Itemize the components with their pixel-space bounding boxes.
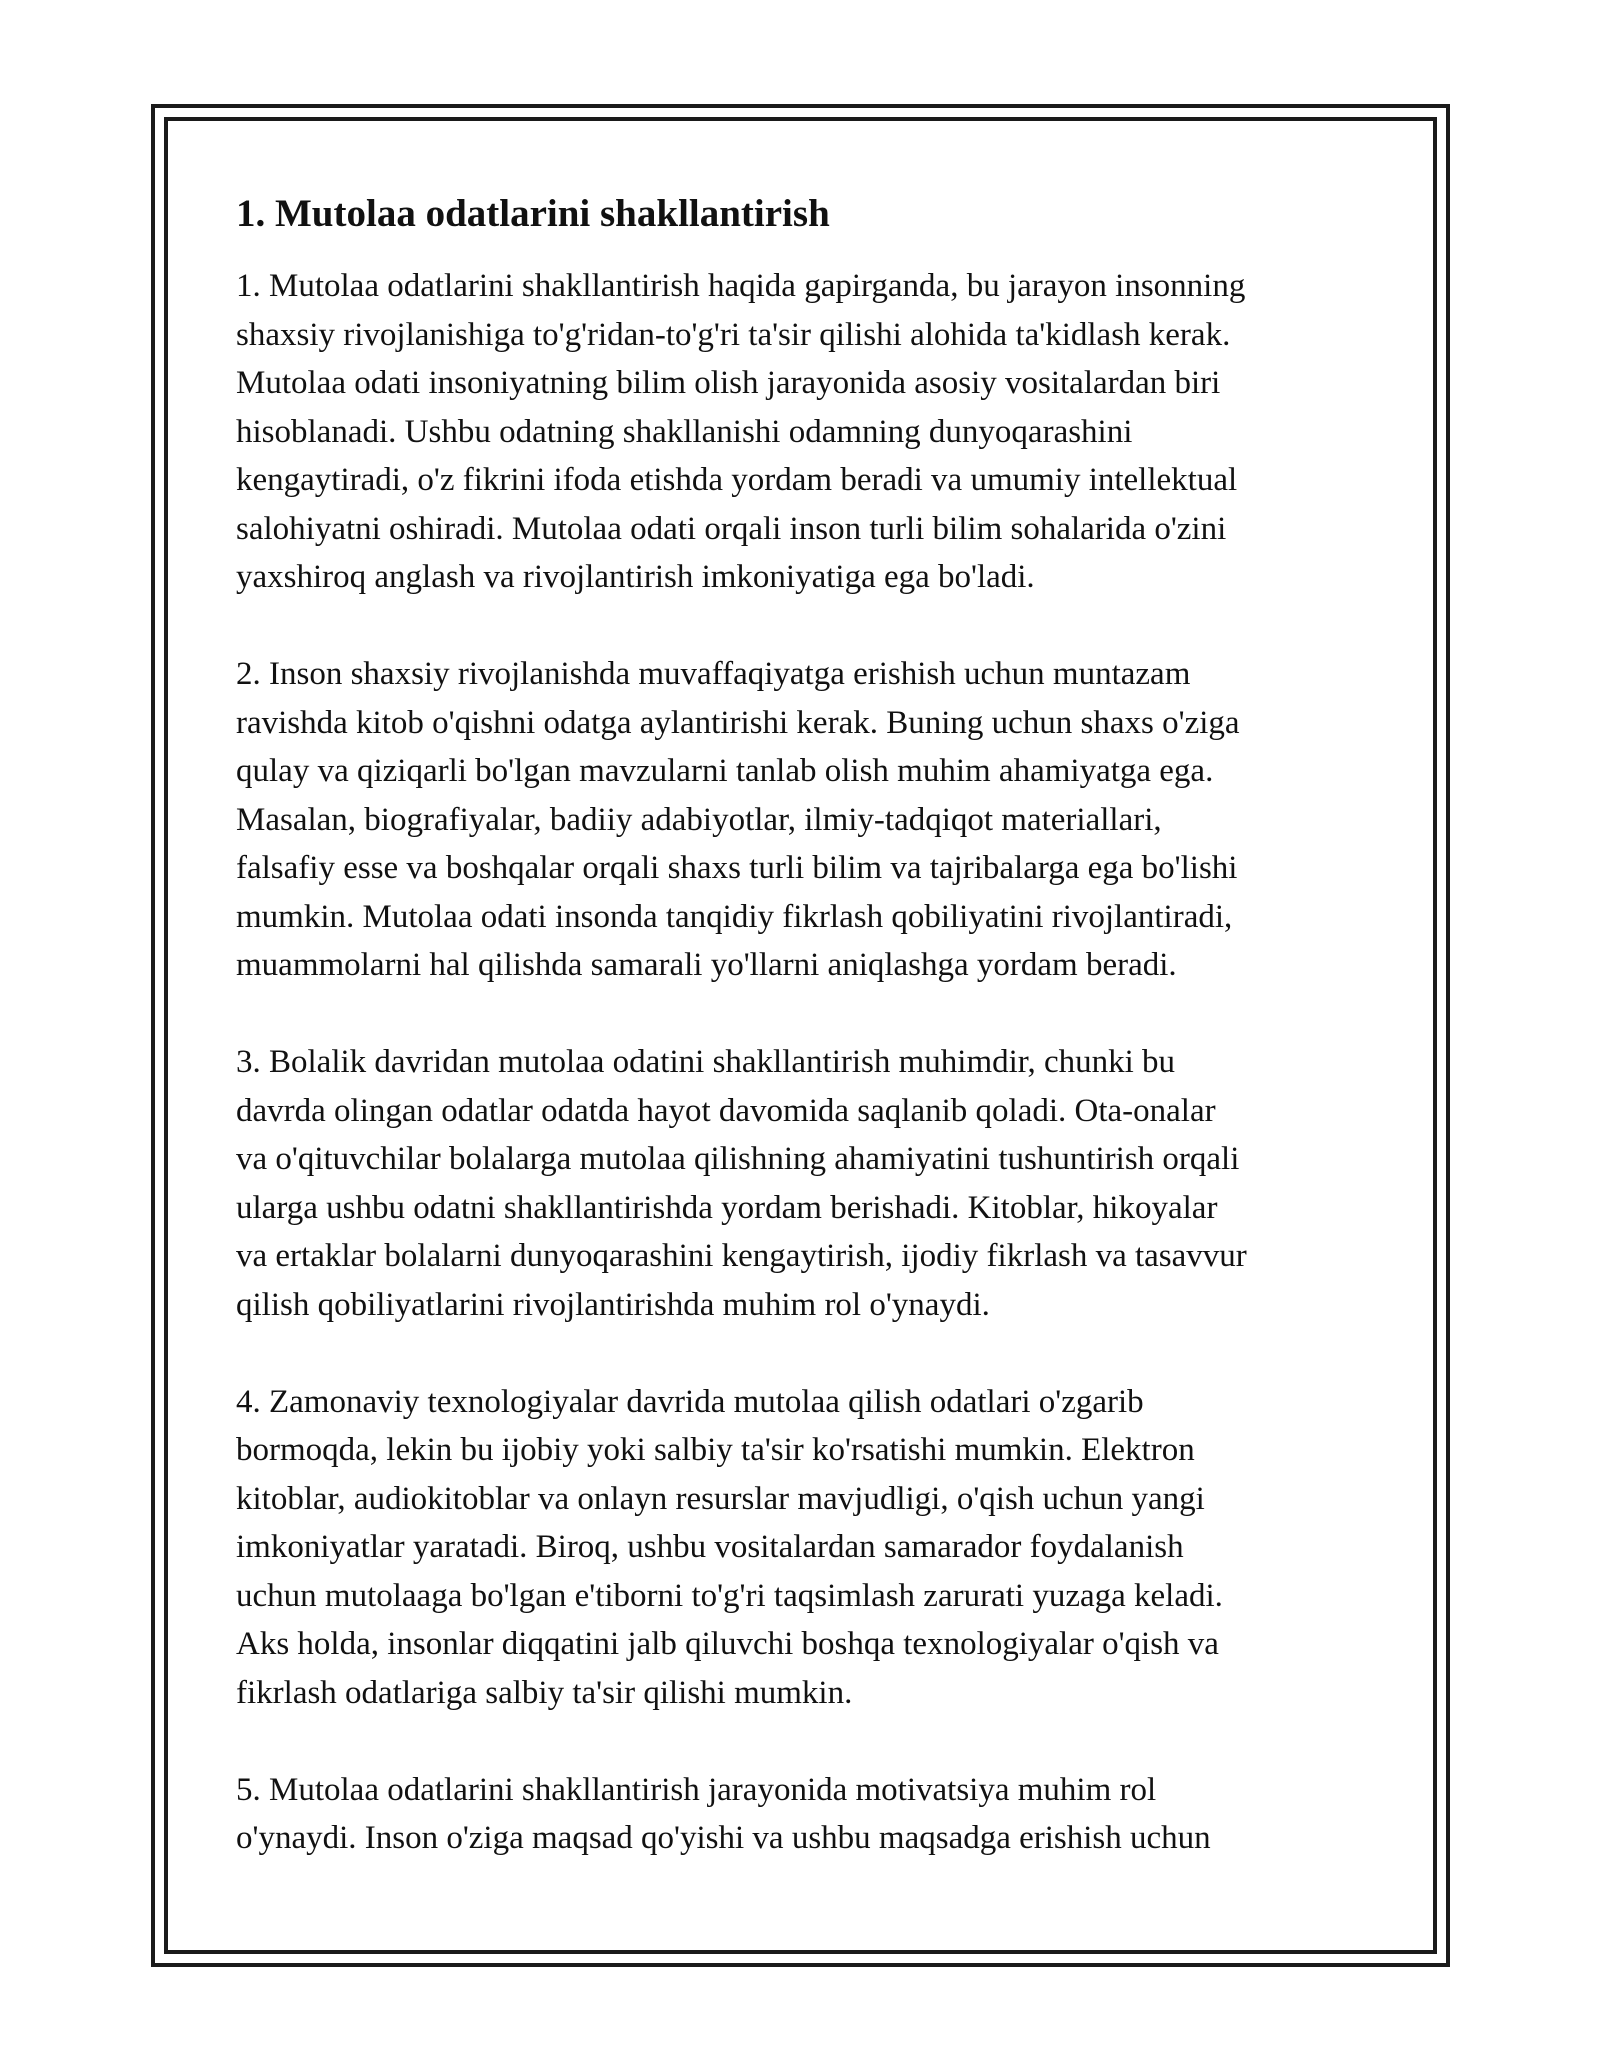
text-line: Masalan, biografiyalar, badiiy adabiyotlar, ilmiy-tadqiqot materiallari, <box>236 801 1162 838</box>
text-line: va ertaklar bolalarni dunyoqarashini kengaytirish, ijodiy fikrlash va tasavvur <box>236 1238 1247 1274</box>
text-line: 5. Mutolaa odatlarini shakllantirish jarayonida motivatsiya muhim rol <box>236 1771 1157 1808</box>
text-line: 2. Inson shaxsiy rivojlanishda muvaffaqiyatga erishish uchun muntazam <box>236 656 1191 692</box>
text-line: va o'qituvchilar bolalarga mutolaa qilishning ahamiyatini tushuntirish orqali <box>236 1141 1240 1177</box>
text-line: uchun mutolaaga bo'lgan e'tiborni to'g'ri taqsimlash zarurati yuzaga keladi. <box>236 1577 1223 1614</box>
paragraph-3 <box>236 1038 1376 1329</box>
text-line: fikrlash odatlariga salbiy ta'sir qilishi mumkin. <box>236 1674 853 1711</box>
text-line: bormoqda, lekin bu ijobiy yoki salbiy ta'sir ko'rsatishi mumkin. Elektron <box>236 1432 1195 1468</box>
text-line: davrda olingan odatlar odatda hayot davomida saqlanib qoladi. Ota-onalar <box>236 1092 1216 1129</box>
paragraph-1 <box>236 262 1376 602</box>
text-line: ravishda kitob o'qishni odatga aylantirishi kerak. Buning uchun shaxs o'ziga <box>236 704 1240 741</box>
text-line: salohiyatni oshiradi. Mutolaa odati orqali inson turli bilim sohalarida o'zini <box>236 510 1227 547</box>
text-line: shaxsiy rivojlanishiga to'g'ridan-to'g'ri ta'sir qilishi alohida ta'kidlash kerak. <box>236 316 1231 353</box>
text-line: kengaytiradi, o'z fikrini ifoda etishda yordam beradi va umumiy intellektual <box>236 462 1238 498</box>
paragraph-2 <box>236 650 1376 990</box>
text-line: qilish qobiliyatlarini rivojlantirishda muhim rol o'ynaydi. <box>236 1286 990 1323</box>
text-line: qulay va qiziqarli bo'lgan mavzularni tanlab olish muhim ahamiyatga ega. <box>236 753 1214 789</box>
text-line: hisoblanadi. Ushbu odatning shakllanishi odamning dunyoqarashini <box>236 413 1133 450</box>
text-line: 1. Mutolaa odatlarini shakllantirish haqida gapirganda, bu jarayon insonning <box>236 268 1246 304</box>
paragraph-4 <box>236 1378 1376 1718</box>
text-line: kitoblar, audiokitoblar va onlayn resurslar mavjudligi, o'qish uchun yangi <box>236 1480 1205 1517</box>
text-line: 3. Bolalik davridan mutolaa odatini shakllantirish muhimdir, chunki bu <box>236 1044 1176 1080</box>
text-line: o'ynaydi. Inson o'ziga maqsad qo'yishi va ushbu maqsadga erishish uchun <box>236 1820 1211 1856</box>
text-line: 4. Zamonaviy texnologiyalar davrida mutolaa qilish odatlari o'zgarib <box>236 1383 1144 1420</box>
text-line: falsafiy esse va boshqalar orqali shaxs turli bilim va tajribalarga ega bo'lishi <box>236 850 1238 886</box>
text-line: muammolarni hal qilishda samarali yo'llarni aniqlashga yordam beradi. <box>236 947 1177 983</box>
text-line: imkoniyatlar yaratadi. Biroq, ushbu vositalardan samarador foydalanish <box>236 1529 1184 1565</box>
paragraph-5 <box>236 1766 1376 1863</box>
document-body <box>236 186 1376 1911</box>
text-line: mumkin. Mutolaa odati insonda tanqidiy fikrlash qobiliyatini rivojlantiradi, <box>236 898 1233 935</box>
text-line: yaxshiroq anglash va rivojlantirish imkoniyatiga ega bo'ladi. <box>236 559 1035 595</box>
text-line: Mutolaa odati insoniyatning bilim olish jarayonida asosiy vositalardan biri <box>236 365 1221 401</box>
text-line: ularga ushbu odatni shakllantirishda yordam berishadi. Kitoblar, hikoyalar <box>236 1189 1218 1226</box>
page-title: 1. Mutolaa odatlarini shakllantirish <box>236 192 830 235</box>
text-line: Aks holda, insonlar diqqatini jalb qiluvchi boshqa texnologiyalar o'qish va <box>236 1626 1219 1662</box>
